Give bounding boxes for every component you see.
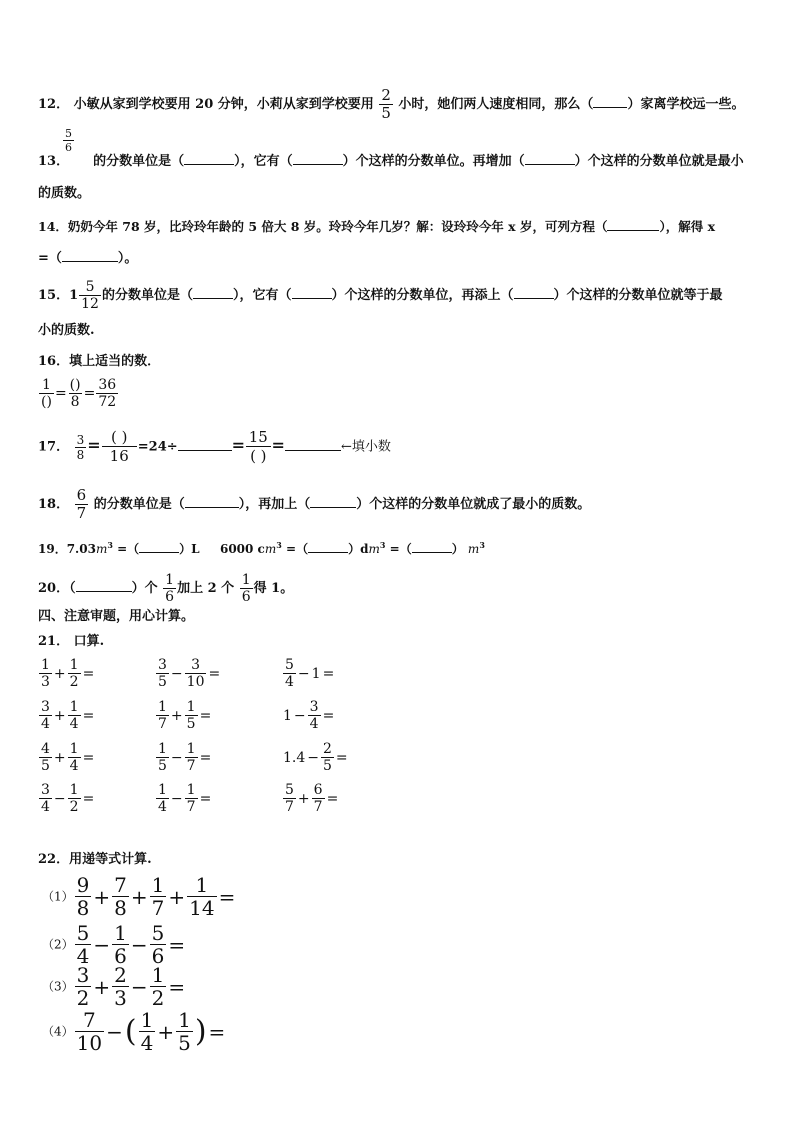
answer-blank[interactable]: [607, 218, 659, 231]
answer-blank[interactable]: [139, 540, 179, 553]
fraction: $\frac{6}{7}$: [313, 782, 323, 815]
question-17: 17． $\frac{3}{8}$ = $\frac{( )}{16}$ =24÷ = $\frac{15}{( )}$ = ←填小数: [38, 428, 391, 465]
question-21-title: 21． 口算.: [38, 634, 105, 649]
item-label: （4）: [42, 1024, 74, 1039]
answer-blank[interactable]: [76, 579, 132, 592]
fraction: $\frac{1}{4}$: [69, 699, 79, 732]
question-15: 15．1 $\frac{5}{12}$ 的分数单位是（ ），它有（ ）个这样的分数单位，再添上（ ）个这样的分数单位就等于最: [38, 279, 723, 312]
fraction: $\frac{5}{4}$: [76, 921, 90, 968]
fraction: $\frac{5}{7}$: [285, 782, 294, 815]
fraction: $\frac{9}{8}$: [76, 873, 90, 920]
question-22-title: 22．用递等式计算.: [38, 852, 152, 867]
fraction: $\frac{1}{7}$: [158, 699, 167, 732]
answer-blank[interactable]: [310, 495, 356, 508]
fraction: $\frac{1}{4}$: [158, 782, 167, 815]
fraction: $\frac{2}{5}$: [323, 741, 332, 774]
fraction: $\frac{5}{4}$: [285, 657, 294, 690]
fraction: $\frac{1}{3}$: [41, 657, 50, 690]
fraction: $\frac{3}{4}$: [309, 699, 319, 732]
oral-calc-item: $\frac{1}{4}$ − $\frac{1}{7}$ =: [158, 782, 212, 815]
fraction: $\frac{1}{5}$: [178, 1008, 191, 1055]
answer-blank[interactable]: [293, 152, 343, 165]
step-calc-item: （4） $\frac{7}{10}$ − ( $\frac{1}{4}$ + $\frac{1}{5}$ ) =: [42, 1008, 226, 1055]
oral-calc-item: 1.4 − $\frac{2}{5}$ =: [283, 741, 348, 774]
fraction: $\frac{3}{4}$: [41, 782, 50, 815]
fraction: $\frac{()}{8}$: [69, 377, 81, 410]
question-16-equation: $\frac{1}{()}$ = $\frac{()}{8}$ = $\frac{36}{72}$: [41, 377, 117, 410]
step-calc-item: （1） $\frac{9}{8}$ + $\frac{7}{8}$ + $\frac{1}{7}$ + $\frac{1}{14}$ =: [42, 873, 236, 920]
oral-calc-item: $\frac{4}{5}$ + $\frac{1}{4}$ =: [41, 741, 95, 774]
fraction: $\frac{3}{2}$: [76, 963, 90, 1010]
oral-calc-item: $\frac{1}{5}$ − $\frac{1}{7}$ =: [158, 741, 212, 774]
fraction: $\frac{3}{5}$: [158, 657, 167, 690]
fraction: $\frac{1}{()}$: [41, 377, 52, 410]
answer-blank[interactable]: [514, 286, 554, 299]
answer-blank[interactable]: [184, 152, 234, 165]
fraction: $\frac{3}{10}$: [186, 657, 205, 690]
question-13: 13． 的分数单位是（ ），它有（ ）个这样的分数单位。再增加（ ）个这样的分数单位就是最小: [38, 154, 744, 169]
fraction: $\frac{1}{7}$: [151, 873, 165, 920]
fraction: $\frac{1}{6}$: [114, 921, 127, 968]
fraction-2-5: $\frac{2}{5}$: [381, 86, 391, 122]
answer-blank[interactable]: [193, 286, 233, 299]
fraction: $\frac{3}{4}$: [41, 699, 50, 732]
answer-blank[interactable]: [308, 540, 348, 553]
fraction: $\frac{7}{10}$: [76, 1008, 103, 1055]
answer-blank[interactable]: [292, 286, 332, 299]
oral-calc-item: $\frac{1}{7}$ + $\frac{1}{5}$ =: [158, 699, 212, 732]
answer-blank[interactable]: [285, 438, 341, 451]
answer-blank[interactable]: [178, 438, 232, 451]
oral-calc-item: $\frac{3}{4}$ − $\frac{1}{2}$ =: [41, 782, 95, 815]
step-calc-item: （2） $\frac{5}{4}$ − $\frac{1}{6}$ − $\frac{5}{6}$ =: [42, 921, 186, 968]
fraction: $\frac{1}{14}$: [189, 873, 215, 920]
fraction-5-6: $\frac{5}{6}$: [65, 127, 72, 154]
question-15-line2: 小的质数.: [38, 323, 95, 338]
fraction-5-12: $\frac{5}{12}$: [81, 279, 99, 312]
question-20: 20．（ ）个 $\frac{1}{6}$ 加上 2 个 $\frac{1}{6}$ 得 1。: [38, 572, 294, 605]
oral-calc-item: $\frac{3}{4}$ + $\frac{1}{4}$ =: [41, 699, 95, 732]
fraction-1-6: $\frac{1}{6}$: [165, 572, 175, 605]
fraction-blank-16: $\frac{( )}{16}$: [102, 430, 137, 464]
oral-calc-item: $\frac{3}{5}$ − $\frac{3}{10}$ =: [158, 657, 221, 690]
fraction: $\frac{1}{7}$: [186, 741, 196, 774]
question-14: 14．奶奶今年 78 岁，比玲玲年龄的 5 倍大 8 岁。玲玲今年几岁？解：设玲玲今年 x 岁，可列方程（ ），解得 x: [38, 219, 716, 234]
fraction: $\frac{1}{2}$: [69, 657, 79, 690]
answer-blank[interactable]: [62, 249, 118, 262]
question-16-title: 16．填上适当的数．: [38, 354, 161, 369]
question-18: 18． $\frac{6}{7}$ 的分数单位是（ ），再加上（ ）个这样的分数单位就成了最小的质数。: [38, 486, 591, 522]
question-13-fraction-top: [62, 128, 75, 153]
question-19: 19．$7.03m^3$ =（ ）L 6000 $cm^3$ =（ ）$dm^3$ =（ ） $m^3$: [38, 540, 485, 556]
fraction: $\frac{1}{5}$: [158, 741, 167, 774]
fraction-3-8: $\frac{3}{8}$: [76, 432, 85, 462]
oral-calc-item: 1 − $\frac{3}{4}$ =: [283, 699, 335, 732]
oral-calc-item: $\frac{5}{7}$ + $\frac{6}{7}$ =: [285, 782, 339, 815]
question-12: 12． 小敏从家到学校要用 20 分钟，小莉从家到学校要用 $\frac{2}{5}$ 小时，她们两人速度相同，那么（ ）家离学校远一些。: [38, 86, 745, 122]
fraction: $\frac{2}{3}$: [114, 963, 127, 1010]
fraction-15-blank: $\frac{15}{( )}$: [246, 430, 270, 464]
fraction: $\frac{1}{2}$: [69, 782, 79, 815]
item-label: （3）: [42, 979, 74, 994]
item-label: （2）: [42, 937, 74, 952]
step-calc-item: （3） $\frac{3}{2}$ + $\frac{2}{3}$ − $\frac{1}{2}$ =: [42, 963, 186, 1010]
fraction: $\frac{4}{5}$: [41, 741, 50, 774]
question-14-line2: =（ ）。: [38, 251, 138, 266]
answer-blank[interactable]: [185, 495, 239, 508]
fraction: $\frac{7}{8}$: [114, 873, 127, 920]
oral-calc-item: $\frac{5}{4}$ − 1 =: [285, 657, 335, 690]
fraction: $\frac{1}{4}$: [69, 741, 79, 774]
fraction: $\frac{1}{4}$: [140, 1008, 154, 1055]
oral-calc-item: $\frac{1}{3}$ + $\frac{1}{2}$ =: [41, 657, 95, 690]
section-heading: 四、注意审题，用心计算。: [38, 609, 195, 624]
question-13-line2: 的质数。: [38, 186, 91, 201]
answer-blank[interactable]: [412, 540, 452, 553]
fraction: $\frac{1}{2}$: [151, 963, 165, 1010]
fraction: $\frac{1}{5}$: [186, 699, 196, 732]
answer-blank[interactable]: [593, 95, 627, 108]
fraction-1-6: $\frac{1}{6}$: [241, 572, 251, 605]
fraction: $\frac{36}{72}$: [98, 377, 117, 410]
fraction-6-7: $\frac{6}{7}$: [76, 486, 87, 522]
fraction: $\frac{5}{6}$: [151, 921, 165, 968]
fraction: $\frac{1}{7}$: [186, 782, 196, 815]
answer-blank[interactable]: [525, 152, 575, 165]
item-label: （1）: [42, 889, 74, 904]
